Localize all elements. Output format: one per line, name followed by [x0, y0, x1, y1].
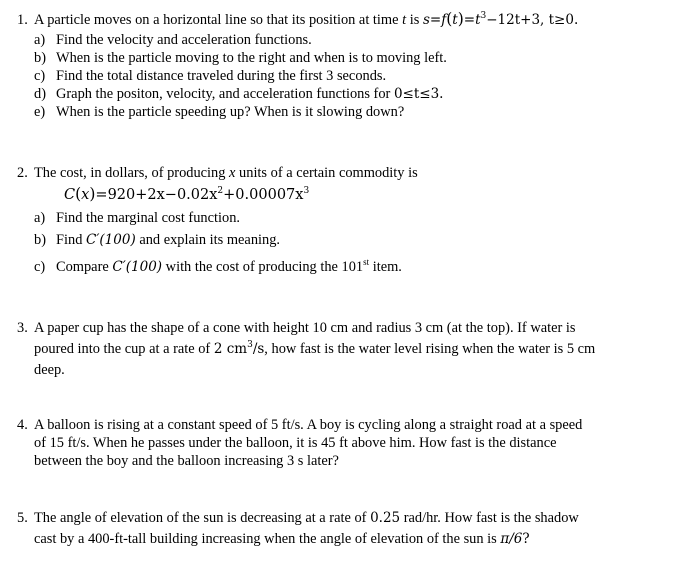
flow-rate: 2 $cm^3/s$	[213, 340, 265, 357]
question-1d: d) Graph the positon, velocity, and acceleration functions for 0≤t≤3.	[34, 86, 444, 102]
angle-expression: π/6	[500, 531, 523, 547]
position-function: $s=f(t)=t^3-12t+3$, t≥0.	[422, 10, 579, 28]
question-1	[17, 10, 657, 121]
cost-function: $C(x)=920+2x-0.02x^2+0.00007x^3$	[64, 185, 310, 203]
question-1-stem: 1. A particle moves on a horizontal line so that its position at time t is $s=f(t)=t^3-12t+3$, t≥0.	[17, 10, 579, 28]
question-2-stem: 2. The cost, in dollars, of producing x units of a certain commodity is	[17, 165, 418, 181]
question-2a: a) Find the marginal cost function.	[34, 210, 240, 226]
question-number: 1.	[17, 12, 28, 28]
question-2	[17, 164, 657, 276]
question-1e: e) When is the particle speeding up? When is it slowing down?	[34, 104, 405, 120]
question-5: 5. The angle of elevation of the sun is decreasing at a rate of 0.25 rad/hr. How fast is the shadow cast by a 400-ft-tall building increasing when the angle of elevation of the sun is π/6?	[17, 510, 579, 547]
question-number: 2.	[17, 165, 28, 181]
question-number: 4.	[17, 417, 28, 433]
question-3: 3. A paper cup has the shape of a cone with height 10 cm and radius 3 cm (at the top). If water is poured into the cup at a rate of 2 $cm^3/s$, how fast is the water level rising when the water is 5 cm deep.	[17, 320, 596, 378]
question-4: 4. A balloon is rising at a constant speed of 5 ft/s. A boy is cycling along a straight road at a speed of 15 ft/s. When he passes under the balloon, it is 45 ft above him. How fast is the distance between the boy and the balloon increasing 3 s later?	[17, 417, 583, 469]
question-1a: a) Find the velocity and acceleration functions.	[34, 32, 312, 48]
question-1c: c) Find the total distance traveled during the first 3 seconds.	[34, 68, 387, 84]
question-1b: b) When is the particle moving to the right and when is to moving left.	[34, 50, 447, 66]
question-number: 3.	[17, 320, 28, 336]
question-2c: c) Compare C′(100) with the cost of producing the 101st item.	[34, 257, 402, 275]
question-2b: b) Find C′(100) and explain its meaning.	[34, 232, 281, 248]
question-number: 5.	[17, 510, 28, 526]
